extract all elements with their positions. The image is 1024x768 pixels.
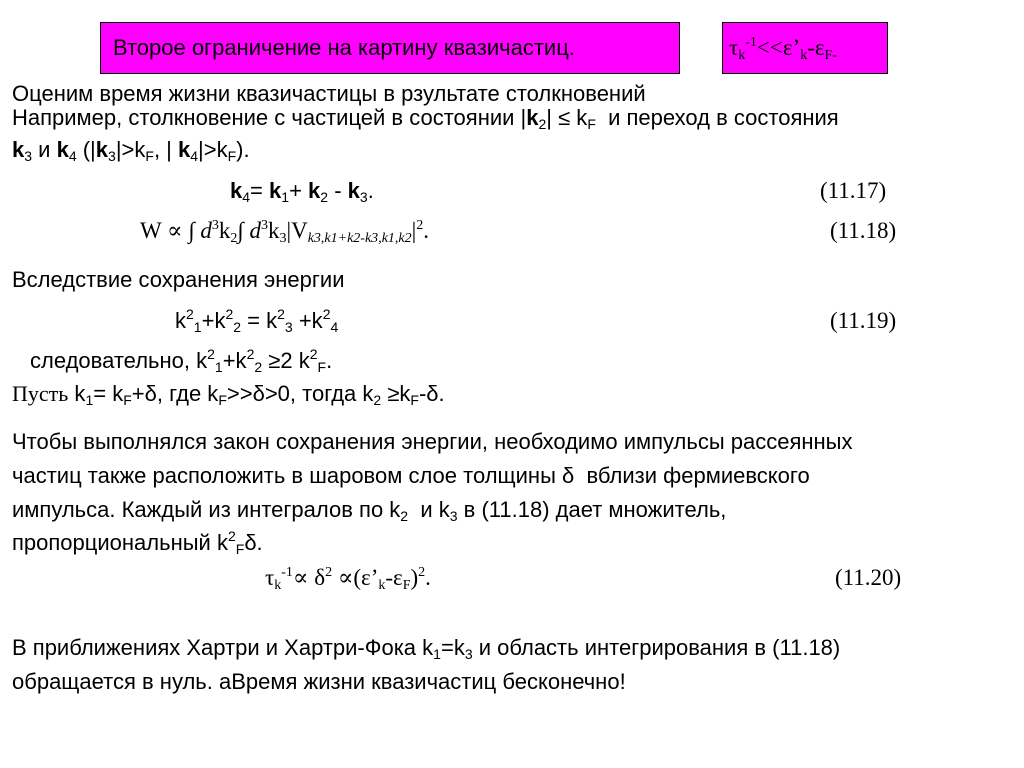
equation-11-20: $\tau_k^{-1}\propto \delta^2$ $\propto(\varepsilon’_k-\varepsilon_F)^2$. [265,565,431,593]
condition-formula: $\tau_k^{-1}<<\varepsilon’_k-\varepsilon_{F-}$ [729,35,837,63]
hartree-line-2: обращается в нуль. аВремя жизни квазичастиц бесконечно! [12,669,626,694]
title-text: Второе ограничение на картину квазичастиц. [113,35,575,60]
equation-11-18: W ∝ ∫ $d^3k_2\int$ $d^3k_3|V_{k3,k1+k2-k3,k1,k2}|^2$. [140,218,429,246]
title-box [100,22,680,74]
equation-number-11-19: (11.19) [830,308,897,333]
equation-number-11-17: (11.17) [820,178,887,203]
equation-11-17: $k_4= k_1+ k_2 - k_3$. [230,178,374,205]
energy-conservation-line: Вследствие сохранения энергии [12,267,345,292]
paragraph-line-2: частиц также расположить в шаровом слое толщины δ вблизи фермиевского [12,463,810,488]
example-line: Например, столкновение с частицей в состоянии $|k_2| \le k_F$ и переход в состояния [12,105,839,132]
paragraph-line-1: Чтобы выполнялся закон сохранения энергии, необходимо импульсы рассеянных [12,429,853,454]
paragraph-line-3: импульса. Каждый из интегралов по $k_2$ и $k_3$ в (11.18) дает множитель, [12,497,727,524]
paragraph-line-4: пропорциональный $k^2_F\delta$. [12,528,263,557]
consequence-line: следовательно, $k^2_1+k^2_2 \ge 2$ $k^2_F$. [30,346,333,375]
hartree-line-1: В приближениях Хартри и Хартри-Фока $k_1=k_3$ и область интегрирования в (11.18) [12,635,841,662]
equation-number-11-20: (11.20) [835,565,902,590]
intro-line: Оценим время жизни квазичастицы в рзультате столкновений [12,81,646,106]
condition-box [722,22,888,74]
equation-11-19: $k^2_1+k^2_2 = k^2_3 +k^2_4$ [175,306,339,335]
equation-number-11-18: (11.18) [830,218,897,243]
states-line: $k_3$ и $k_4$ ($|k_3|>k_F$, | $k_4|>k_F$). [12,137,250,164]
let-line: Пусть $k_1= k_F+\delta$, где $k_F>>\delta>0$, тогда $k_2 \ge k_F-\delta$. [12,381,445,408]
